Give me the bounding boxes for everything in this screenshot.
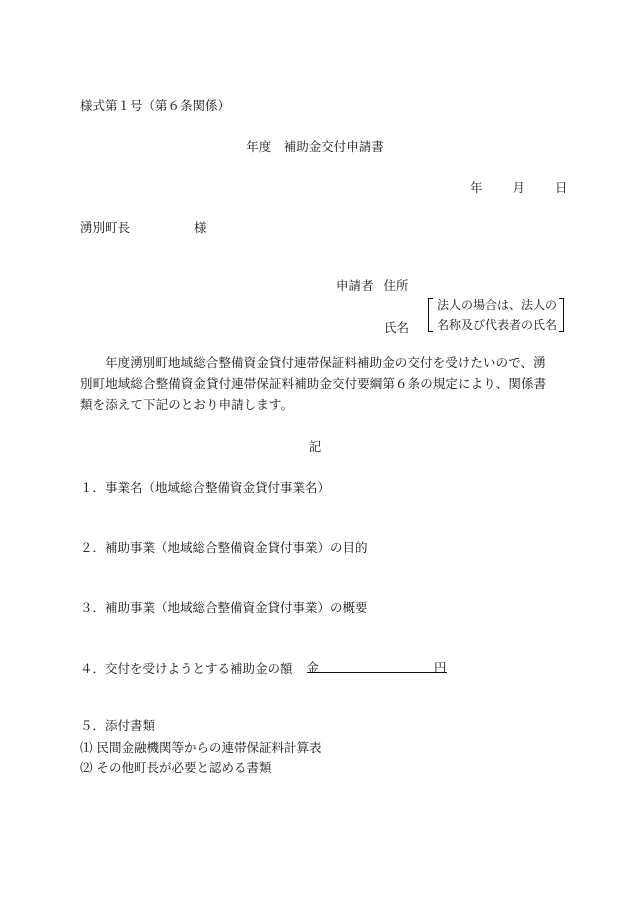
corporate-note-line1: 法人の場合は、法人の bbox=[437, 298, 558, 312]
left-bracket bbox=[428, 298, 433, 332]
date-line bbox=[470, 178, 567, 196]
addressee-honorific: 様 bbox=[194, 220, 207, 235]
name-label: 氏名 bbox=[384, 320, 410, 335]
addressee-name: 湧別町長 bbox=[80, 220, 131, 235]
corporate-note-line2: 名称及び代表者の氏名 bbox=[437, 318, 558, 332]
applicant-address-row bbox=[336, 276, 409, 294]
amount-kin: 金 bbox=[306, 660, 320, 675]
form-number: 様式第１号（第６条関係） bbox=[80, 98, 231, 113]
attachment-2: ⑵ その他町長が必要と認める書類 bbox=[80, 760, 272, 775]
item-project-name: １．事業名（地域総合整備資金貸付事業名） bbox=[80, 480, 331, 495]
corporate-note-bracket bbox=[428, 296, 564, 332]
amount-yen: 円 bbox=[433, 660, 447, 675]
item-project-outline: ３．補助事業（地域総合整備資金貸付事業）の概要 bbox=[80, 600, 368, 615]
item-project-purpose: ２．補助事業（地域総合整備資金貸付事業）の目的 bbox=[80, 540, 368, 555]
date-day: 日 bbox=[554, 180, 568, 195]
amount-field[interactable] bbox=[307, 658, 447, 673]
date-year: 年 bbox=[470, 180, 483, 195]
item-subsidy-amount bbox=[80, 658, 447, 677]
right-bracket bbox=[559, 298, 564, 332]
document-title: 年度 補助金交付申請書 bbox=[246, 139, 384, 154]
address-label: 住所 bbox=[383, 278, 409, 293]
attachment-1: ⑴ 民間金融機関等からの連帯保証料計算表 bbox=[80, 740, 322, 755]
ki-heading: 記 bbox=[308, 439, 322, 454]
item-attachments: ５．添付書類 bbox=[80, 718, 156, 733]
addressee bbox=[80, 218, 207, 236]
item-subsidy-amount-label: ４．交付を受けようとする補助金の額 bbox=[80, 661, 293, 676]
request-body-text: 年度湧別町地域総合整備資金貸付連帯保証料補助金の交付を受けたいので、湧別町地域総合整備資金貸付連帯保証料補助金交付要綱第６条の規定により、関係書類を添えて下記のとおり申請します。 bbox=[80, 355, 547, 412]
applicant-label: 申請者 bbox=[336, 278, 374, 293]
date-month: 月 bbox=[512, 180, 525, 195]
